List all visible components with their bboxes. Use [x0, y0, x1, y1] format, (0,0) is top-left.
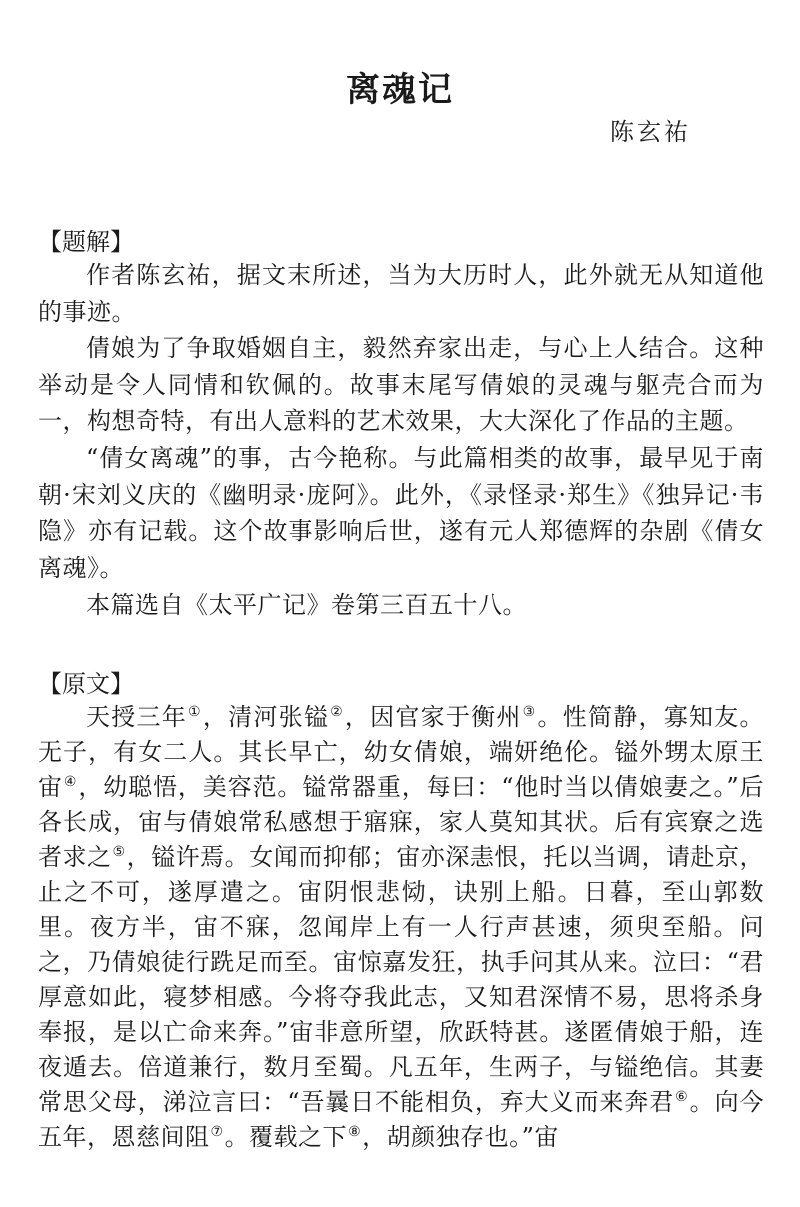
footnote-6[interactable]: ⑥	[675, 1089, 689, 1105]
intro-paragraph-4: 本篇选自《太平广记》卷第三百五十八。	[86, 591, 527, 619]
footnote-4[interactable]: ④	[63, 774, 78, 790]
intro-paragraph-3: “倩女离魂”的事，古今艳称。与此篇相类的故事，最早见于南朝·宋刘义庆的《幽明录·庞阿》。此外，《录怪录·郑生》《独异记·韦隐》亦有记载。这个故事影响后世，遂有元人郑德辉的杂剧《倩女离魂》。	[38, 444, 764, 582]
footnote-8[interactable]: ⑧	[348, 1124, 362, 1140]
intro-paragraph-2: 倩娘为了争取婚姻自主，毅然弃家出走，与心上人结合。这种举动是令人同情和钦佩的。故事末尾写倩娘的灵魂与躯壳合而为一，构想奇特，有出人意料的艺术效果，大大深化了作品的主题。	[38, 334, 764, 435]
footnote-7[interactable]: ⑦	[210, 1124, 224, 1140]
footnote-2[interactable]: ②	[330, 704, 344, 720]
original-heading: 【原文】	[38, 670, 134, 698]
footnote-3[interactable]: ③	[522, 704, 537, 720]
author-name: 陈玄祐	[610, 118, 691, 146]
page-title: 离魂记	[346, 70, 454, 110]
original-text: 天授三年①，清河张镒②，因官家于衡州③。性简静，寡知友。无子，有女二人。其长早亡，幼女倩娘，端妍绝伦。镒外甥太原王宙④，幼聪悟，美容范。镒常器重，每曰：“他时当以倩娘妻之。”后各长成，宙与倩娘常私感想于寤寐，家人莫知其状。后有宾寮之选者求之⑤，镒许焉。女闻而抑郁；宙亦深恚恨，托以当调，请赴京，止之不可，遂厚遣之。宙阴恨悲恸，诀别上船。日暮，至山郭数里。夜方半，宙不寐，忽闻岸上有一人行声甚速，须臾至船。问之，乃倩娘徒行跣足而至。宙惊嘉发狂，执手问其从来。泣曰：“君厚意如此，寝梦相感。今将夺我此志，又知君深情不易，思将杀身奉报，是以亡命来奔。”宙非意所望，欣跃特甚。遂匿倩娘于船，连夜遁去。倍道兼行，数月至蜀。凡五年，生两子，与镒绝信。其妻常思父母，涕泣言曰：“吾曩日不能相负，弃大义而来奔君⑥。向今五年，恩慈间阻⑦。覆载之下⑧，胡颜独存也。”宙	[38, 703, 765, 1151]
intro-heading: 【题解】	[38, 228, 134, 256]
intro-paragraph-1: 作者陈玄祐，据文末所述，当为大历时人，此外就无从知道他的事迹。	[38, 261, 764, 326]
footnote-5[interactable]: ⑤	[112, 844, 126, 860]
footnote-1[interactable]: ①	[188, 704, 202, 720]
